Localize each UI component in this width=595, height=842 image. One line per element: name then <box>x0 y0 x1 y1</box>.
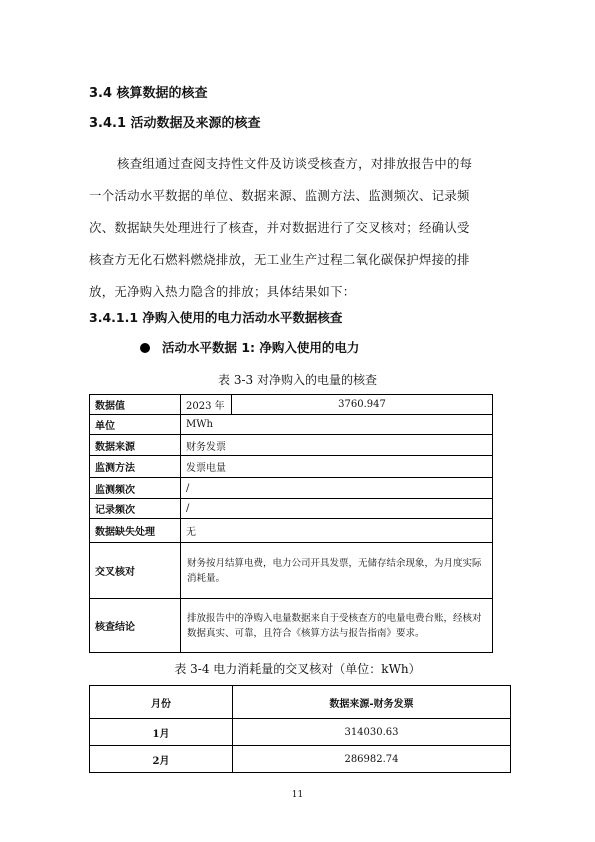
method-cell: 发票电量 <box>181 456 493 478</box>
record-cell: / <box>181 499 493 519</box>
row-label: 数据值 <box>90 395 181 415</box>
section-heading-3-4-1: 3.4.1 活动数据及来源的核查 <box>89 116 261 131</box>
cross-check-cell: 财务按月结算电费，电力公司开具发票，无储存结余现象，为月度实际消耗量。 <box>181 543 493 599</box>
paragraph-line: 核查方无化石燃料燃烧排放，无工业生产过程二氧化碳保护焊接的排 <box>89 252 470 267</box>
table-row <box>90 478 493 499</box>
paragraph-line: 次、数据缺失处理进行了核查，并对数据进行了交叉核对；经确认受 <box>89 220 470 235</box>
column-header-source: 数据来源-财务发票 <box>233 686 511 719</box>
table-row <box>90 746 511 773</box>
month-cell: 1月 <box>90 719 233 746</box>
row-label: 监测频次 <box>90 478 181 499</box>
table-header-row <box>90 686 511 719</box>
row-label: 监测方法 <box>90 456 181 478</box>
table1-caption: 表 3-3 对净购入的电量的核查 <box>218 373 377 387</box>
row-label: 交叉核对 <box>90 543 181 599</box>
missing-cell: 无 <box>181 519 493 543</box>
section-heading-3-4-1-1: 3.4.1.1 净购入使用的电力活动水平数据核查 <box>89 310 343 325</box>
table-row <box>90 719 511 746</box>
row-label: 单位 <box>90 415 181 435</box>
column-header-month: 月份 <box>90 686 233 719</box>
value-cell: 3760.947 <box>232 395 493 415</box>
bullet-heading <box>140 338 359 356</box>
month-cell: 2月 <box>90 746 233 773</box>
table-row <box>90 519 493 543</box>
table-row <box>90 599 493 653</box>
paragraph-line: 放，无净购入热力隐含的排放；具体结果如下： <box>89 284 356 299</box>
table-row <box>90 415 493 435</box>
electricity-check-table <box>89 394 493 653</box>
year-cell: 2023 年 <box>181 395 232 415</box>
value-cell: 314030.63 <box>233 719 511 746</box>
table-row <box>90 435 493 456</box>
row-label: 记录频次 <box>90 499 181 519</box>
table2-caption: 表 3-4 电力消耗量的交叉核对（单位：kWh） <box>174 662 421 676</box>
body-paragraph <box>89 148 509 308</box>
row-label: 数据缺失处理 <box>90 519 181 543</box>
value-cell: 286982.74 <box>233 746 511 773</box>
source-cell: 财务发票 <box>181 435 493 456</box>
table-row <box>90 456 493 478</box>
section-heading-3-4: 3.4 核算数据的核查 <box>89 86 208 101</box>
electricity-cross-check-table <box>89 685 511 773</box>
table-row <box>90 499 493 519</box>
row-label: 数据来源 <box>90 435 181 456</box>
bullet-heading-text: 活动水平数据 1: 净购入使用的电力 <box>162 340 360 355</box>
row-label: 核查结论 <box>90 599 181 653</box>
paragraph-line: 核查组通过查阅支持性文件及访谈受核查方，对排放报告中的每 <box>117 156 473 171</box>
unit-cell: MWh <box>181 415 493 435</box>
table-row <box>90 395 493 415</box>
bullet-dot-icon <box>140 343 150 353</box>
conclusion-cell: 排放报告中的净购入电量数据来自于受核查方的电量电费台账，经核对数据真实、可靠，且符合《核算方法与报告指南》要求。 <box>181 599 493 653</box>
freq-cell: / <box>181 478 493 499</box>
page-number: 11 <box>291 790 304 800</box>
paragraph-line: 一个活动水平数据的单位、数据来源、监测方法、监测频次、记录频 <box>89 188 470 203</box>
table-row <box>90 543 493 599</box>
